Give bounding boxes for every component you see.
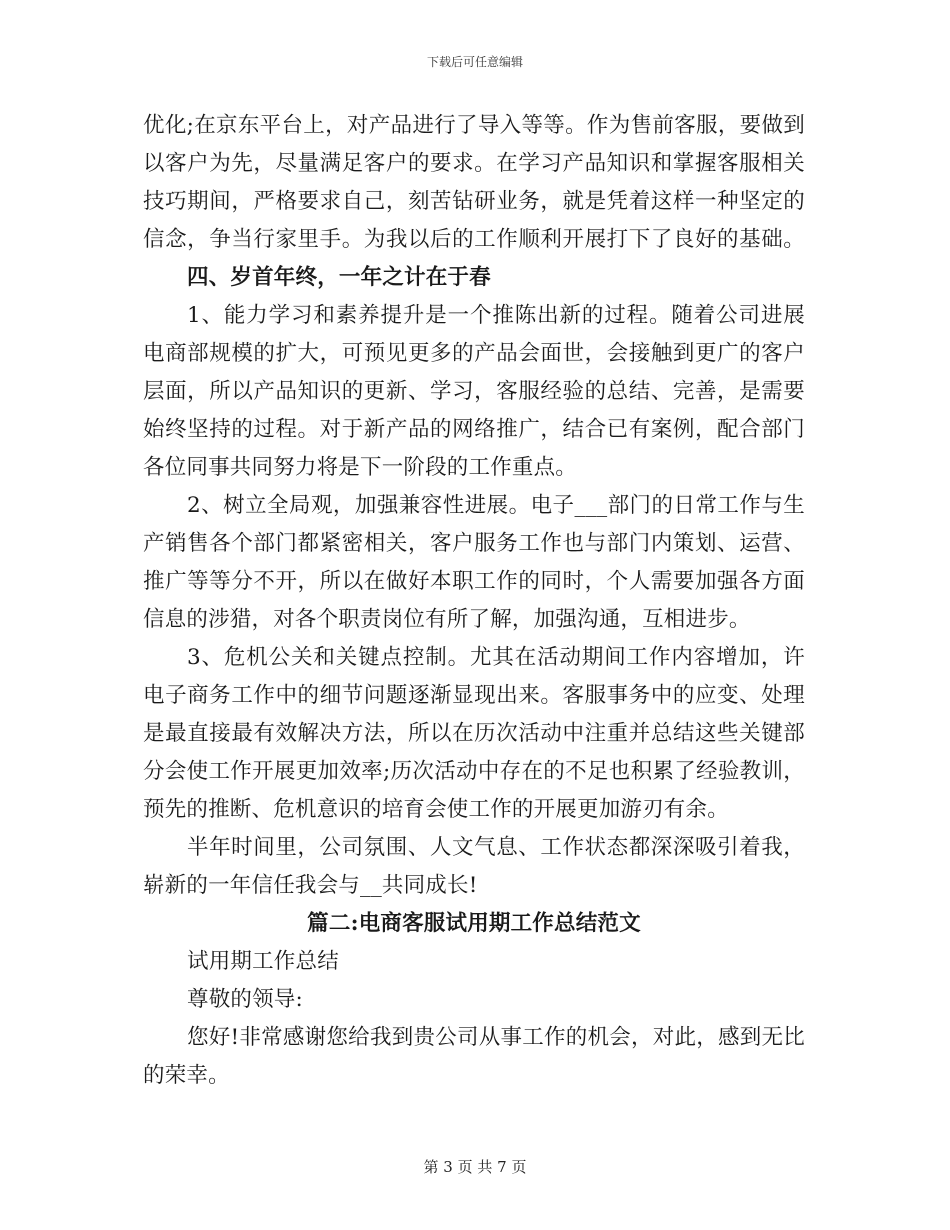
text-line: 尊敬的领导: — [187, 987, 303, 1012]
text-line: 崭新的一年信任我会与__共同成长! — [143, 873, 478, 898]
text-line: 分会使工作开展更加效率;历次活动中存在的不足也积累了经验教训， — [143, 759, 805, 784]
text-line: 层面，所以产品知识的更新、学习，客服经验的总结、完善，是需要 — [143, 379, 805, 404]
text-line: 信息的涉猎，对各个职责岗位有所了解，加强沟通，互相进步。 — [143, 607, 751, 632]
text-line: 的荣幸。 — [143, 1063, 230, 1088]
text-line: 预先的推断、危机意识的培育会使工作的开展更加游刃有余。 — [143, 797, 729, 822]
text-line: 1、能力学习和素养提升是一个推陈出新的过程。随着公司进展 — [187, 303, 805, 328]
text-line: 试用期工作总结 — [187, 949, 339, 974]
text-line: 以客户为先，尽量满足客户的要求。在学习产品知识和掌握客服相关 — [143, 151, 805, 176]
text-line: 技巧期间，严格要求自己，刻苦钻研业务，就是凭着这样一种坚定的 — [143, 189, 805, 214]
text-line: 产销售各个部门都紧密相关，客户服务工作也与部门内策划、运营、 — [143, 531, 805, 556]
text-line: 2、树立全局观，加强兼容性进展。电子___部门的日常工作与生 — [187, 493, 805, 518]
document-body — [143, 107, 805, 1095]
page-number: 第 3 页 共 7 页 — [423, 1158, 527, 1176]
text-line: 是最直接最有效解决方法，所以在历次活动中注重并总结这些关键部 — [143, 721, 805, 746]
text-line: 优化;在京东平台上，对产品进行了导入等等。作为售前客服，要做到 — [143, 113, 805, 138]
text-line: 信念，争当行家里手。为我以后的工作顺利开展打下了良好的基础。 — [143, 227, 805, 252]
text-line: 电子商务工作中的细节问题逐渐显现出来。客服事务中的应变、处理 — [143, 683, 805, 708]
text-line: 3、危机公关和关键点控制。尤其在活动期间工作内容增加，许 — [187, 645, 805, 670]
text-line: 推广等等分不开，所以在做好本职工作的同时，个人需要加强各方面 — [143, 569, 805, 594]
text-line: 半年时间里，公司氛围、人文气息、工作状态都深深吸引着我， — [187, 835, 805, 860]
section-heading: 四、岁首年终，一年之计在于春 — [187, 265, 491, 290]
page-header: 下载后可任意编辑 — [426, 55, 523, 69]
chapter-title: 篇二:电商客服试用期工作总结范文 — [307, 911, 641, 936]
text-line: 电商部规模的扩大，可预见更多的产品会面世，会接触到更广的客户 — [143, 341, 805, 366]
text-line: 各位同事共同努力将是下一阶段的工作重点。 — [143, 455, 578, 480]
text-line: 始终坚持的过程。对于新产品的网络推广，结合已有案例，配合部门 — [143, 417, 805, 442]
text-line: 您好!非常感谢您给我到贵公司从事工作的机会，对此，感到无比 — [187, 1025, 805, 1050]
